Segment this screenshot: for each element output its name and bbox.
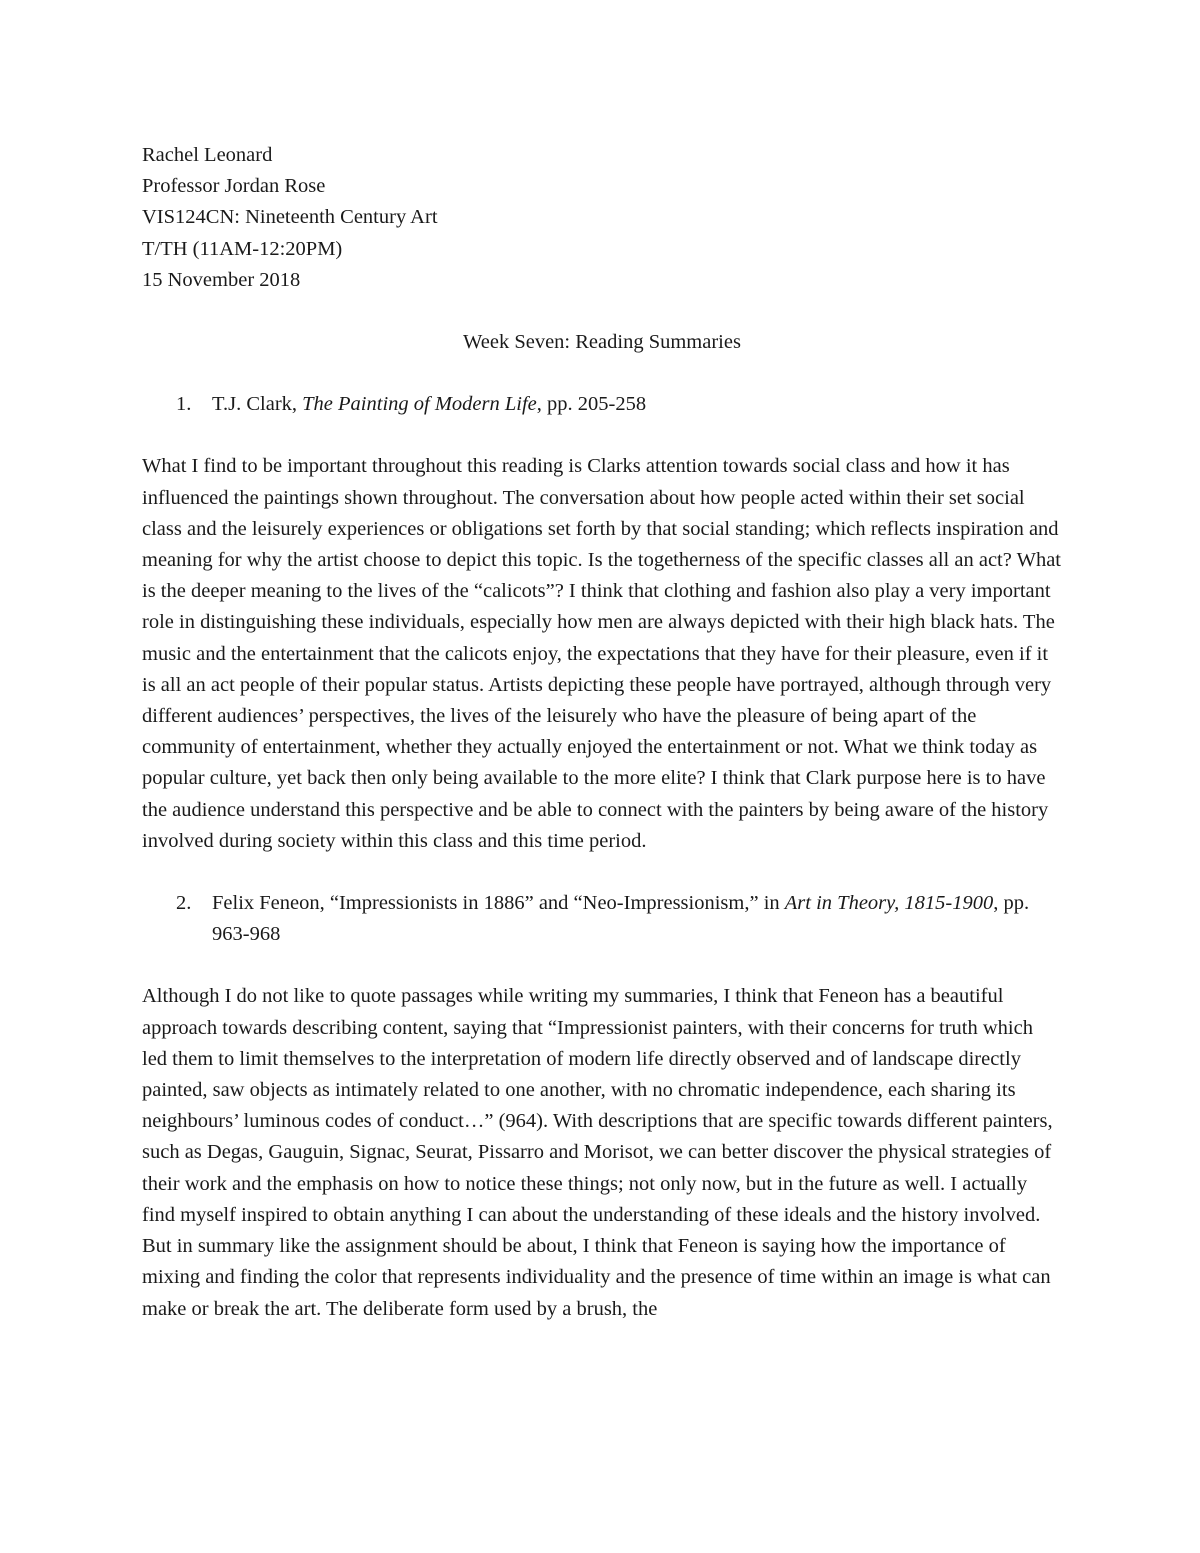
student-name: Rachel Leonard xyxy=(142,144,273,166)
reading-book-title-2: Art in Theory, 1815-1900 xyxy=(784,892,994,915)
reading-citation-text-2 xyxy=(212,888,1062,950)
reading-author-1: T.J. Clark, xyxy=(212,393,303,416)
document-body xyxy=(142,140,1062,1356)
document-title: Week Seven: Reading Summaries xyxy=(463,331,741,354)
reading-summary-1: What I find to be important throughout this reading is Clarks attention towards social class and how it has influenced the paintings shown throughout. The conversation about how people acted within their set social class and the leisurely experiences or obligations set forth by that social standing; which reflects inspiration and meaning for why the artist choose to depict this topic. Is the togetherness of the specific classes all an act? What is the deeper meaning to the lives of the “calicots”? I think that clothing and fashion also play a very important role in distinguishing these individuals, especially how men are always depicted with their high black hats. The music and the entertainment that the calicots enjoy, the expectations that they have for their pleasure, even if it is all an act people of their popular status. Artists depicting these people have portrayed, although through very different audiences’ perspectives, the lives of the leisurely who have the pleasure of being apart of the community of entertainment, whether they actually enjoyed the entertainment or not. What we think today as popular culture, yet back then only being available to the more elite? I think that Clark purpose here is to have the audience understand this perspective and be able to connect with the painters by being aware of the history involved during society within this class and this time period. xyxy=(142,455,1061,852)
class-schedule: T/TH (11AM-12:20PM) xyxy=(142,237,343,260)
reading-book-title-1: The Painting of Modern Life xyxy=(302,393,537,416)
reading-citation-1 xyxy=(142,389,1062,420)
professor-name: Professor Jordan Rose xyxy=(142,175,326,198)
reading-citation-text-1 xyxy=(212,389,1062,420)
reading-pages-2: , pp. 963-968 xyxy=(212,892,1030,946)
reading-citation-2 xyxy=(142,888,1062,950)
reading-number-2: 2. xyxy=(176,892,192,915)
reading-number-1: 1. xyxy=(176,393,192,416)
reading-pages-1: , pp. 205-258 xyxy=(536,393,647,416)
reading-author-2: Felix Feneon, “Impressionists in 1886” and “Neo-Impressionism,” in xyxy=(212,892,785,915)
header-block xyxy=(142,140,1062,296)
submission-date: 15 November 2018 xyxy=(142,268,301,291)
reading-summary-2: Although I do not like to quote passages while writing my summaries, I think that Feneon has a beautiful approach towards describing content, saying that “Impressionist painters, with their concerns for truth which led them to limit themselves to the interpretation of modern life directly observed and of landscape directly painted, saw objects as intimately related to one another, with no chromatic independence, each sharing its neighbours’ luminous codes of conduct…” (964). With descriptions that are specific towards different painters, such as Degas, Gauguin, Signac, Seurat, Pissarro and Morisot, we can better discover the physical strategies of their work and the emphasis on how to notice these things; not only now, but in the future as well. I actually find myself inspired to obtain anything I can about the understanding of these ideals and the history involved. But in summary like the assignment should be about, I think that Feneon is saying how the importance of mixing and finding the color that represents individuality and the presence of time within an image is what can make or break the art. The deliberate form used by a brush, the xyxy=(142,985,1053,1320)
course-name: VIS124CN: Nineteenth Century Art xyxy=(142,206,438,229)
